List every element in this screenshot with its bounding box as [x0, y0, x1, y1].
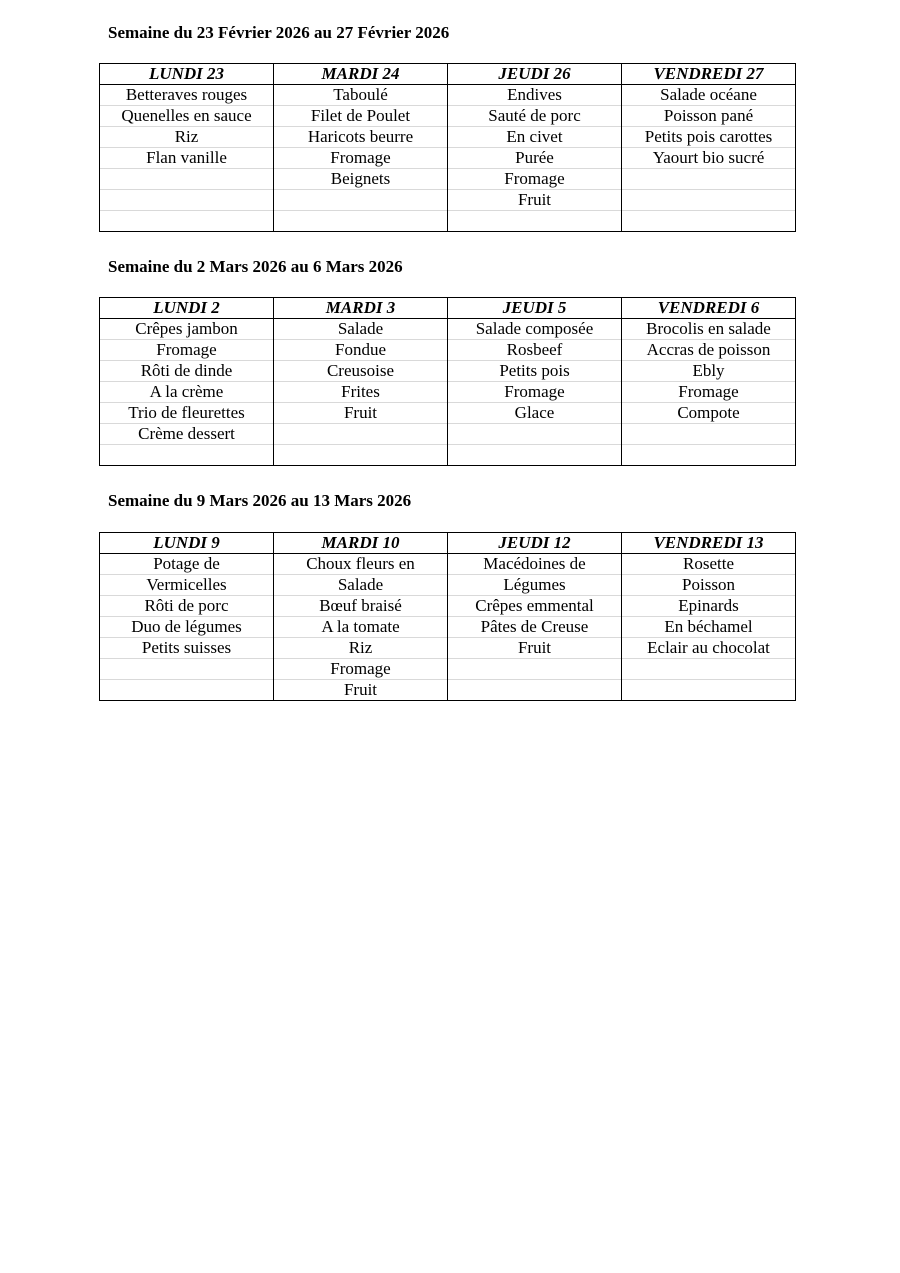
day-header: VENDREDI 27	[622, 64, 796, 85]
menu-cell: Vermicelles	[100, 575, 274, 596]
menu-cell: Frites	[274, 382, 448, 403]
menu-cell	[448, 424, 622, 445]
menu-cell: Salade	[274, 319, 448, 340]
menu-cell	[448, 445, 622, 466]
menu-cell: En civet	[448, 127, 622, 148]
header-row	[100, 64, 796, 85]
menu-cell: Fruit	[448, 638, 622, 659]
table-row	[100, 340, 796, 361]
day-header: LUNDI 2	[100, 298, 274, 319]
menu-cell	[100, 190, 274, 211]
menu-cell: Poisson	[622, 575, 796, 596]
table-row	[100, 403, 796, 424]
menu-cell: Duo de légumes	[100, 617, 274, 638]
menu-cell: Fondue	[274, 340, 448, 361]
table-row	[100, 554, 796, 575]
menu-cell	[100, 211, 274, 232]
menu-cell: Salade	[274, 575, 448, 596]
table-row	[100, 659, 796, 680]
menu-cell: Légumes	[448, 575, 622, 596]
menu-cell	[622, 659, 796, 680]
table-row	[100, 190, 796, 211]
menu-cell: Quenelles en sauce	[100, 106, 274, 127]
table-row	[100, 319, 796, 340]
week-3-title: Semaine du 9 Mars 2026 au 13 Mars 2026	[108, 491, 412, 510]
menu-cell: Endives	[448, 85, 622, 106]
menu-cell	[274, 445, 448, 466]
menu-cell: Rôti de dinde	[100, 361, 274, 382]
header-row	[100, 298, 796, 319]
menu-cell: Crème dessert	[100, 424, 274, 445]
day-header: VENDREDI 6	[622, 298, 796, 319]
menu-cell: Creusoise	[274, 361, 448, 382]
menu-cell: Fromage	[274, 659, 448, 680]
menu-cell: Filet de Poulet	[274, 106, 448, 127]
menu-cell: Riz	[274, 638, 448, 659]
day-header: LUNDI 23	[100, 64, 274, 85]
menu-cell	[274, 424, 448, 445]
menu-cell: Taboulé	[274, 85, 448, 106]
menu-cell: Fruit	[274, 680, 448, 701]
table-row	[100, 617, 796, 638]
menu-cell: Epinards	[622, 596, 796, 617]
week-1-title: Semaine du 23 Février 2026 au 27 Février 2026	[108, 23, 450, 42]
table-row	[100, 680, 796, 701]
menu-cell	[448, 211, 622, 232]
menu-cell: Bœuf braisé	[274, 596, 448, 617]
menu-cell: Fruit	[274, 403, 448, 424]
menu-cell	[448, 680, 622, 701]
menu-cell: A la crème	[100, 382, 274, 403]
menu-cell: Eclair au chocolat	[622, 638, 796, 659]
menu-cell: Potage de	[100, 554, 274, 575]
menu-cell	[622, 680, 796, 701]
menu-cell	[274, 211, 448, 232]
menu-cell	[448, 659, 622, 680]
menu-cell: Macédoines de	[448, 554, 622, 575]
menu-cell: Fromage	[100, 340, 274, 361]
table-row	[100, 148, 796, 169]
menu-cell: Fromage	[448, 382, 622, 403]
menu-cell: Fruit	[448, 190, 622, 211]
menu-cell: En béchamel	[622, 617, 796, 638]
menu-cell	[622, 424, 796, 445]
menu-cell: Riz	[100, 127, 274, 148]
menu-cell: Salade océane	[622, 85, 796, 106]
day-header: MARDI 3	[274, 298, 448, 319]
menu-cell: Salade composée	[448, 319, 622, 340]
menu-cell	[274, 190, 448, 211]
day-header: MARDI 24	[274, 64, 448, 85]
week-2-title: Semaine du 2 Mars 2026 au 6 Mars 2026	[108, 257, 403, 276]
menu-cell	[622, 169, 796, 190]
table-row	[100, 85, 796, 106]
menu-cell: Choux fleurs en	[274, 554, 448, 575]
menu-cell: Haricots beurre	[274, 127, 448, 148]
day-header: JEUDI 12	[448, 533, 622, 554]
menu-cell	[100, 445, 274, 466]
menu-cell: Rôti de porc	[100, 596, 274, 617]
menu-cell	[100, 169, 274, 190]
menu-cell: Rosbeef	[448, 340, 622, 361]
menu-cell: Compote	[622, 403, 796, 424]
menu-cell: Fromage	[274, 148, 448, 169]
menu-cell: Crêpes jambon	[100, 319, 274, 340]
table-row	[100, 106, 796, 127]
table-row	[100, 638, 796, 659]
table-row	[100, 127, 796, 148]
menu-cell: Yaourt bio sucré	[622, 148, 796, 169]
menu-cell: Pâtes de Creuse	[448, 617, 622, 638]
menu-cell: Poisson pané	[622, 106, 796, 127]
menu-cell: Petits suisses	[100, 638, 274, 659]
menu-cell: Beignets	[274, 169, 448, 190]
menu-cell: Ebly	[622, 361, 796, 382]
menu-cell: A la tomate	[274, 617, 448, 638]
table-row	[100, 382, 796, 403]
menu-cell	[622, 445, 796, 466]
menu-cell: Sauté de porc	[448, 106, 622, 127]
table-row	[100, 596, 796, 617]
day-header: VENDREDI 13	[622, 533, 796, 554]
day-header: LUNDI 9	[100, 533, 274, 554]
menu-cell	[100, 680, 274, 701]
table-row	[100, 575, 796, 596]
menu-cell: Fromage	[622, 382, 796, 403]
table-row	[100, 424, 796, 445]
menu-cell: Petits pois	[448, 361, 622, 382]
week-2-menu-table	[99, 297, 796, 466]
menu-cell: Brocolis en salade	[622, 319, 796, 340]
menu-cell: Fromage	[448, 169, 622, 190]
menu-cell: Trio de fleurettes	[100, 403, 274, 424]
menu-cell: Glace	[448, 403, 622, 424]
table-row	[100, 445, 796, 466]
table-row	[100, 169, 796, 190]
menu-cell: Betteraves rouges	[100, 85, 274, 106]
menu-cell: Flan vanille	[100, 148, 274, 169]
table-row	[100, 211, 796, 232]
week-1-menu-table	[99, 63, 796, 232]
day-header: MARDI 10	[274, 533, 448, 554]
menu-cell: Purée	[448, 148, 622, 169]
week-3-menu-table	[99, 532, 796, 701]
day-header: JEUDI 5	[448, 298, 622, 319]
table-row	[100, 361, 796, 382]
menu-cell	[622, 211, 796, 232]
menu-cell: Rosette	[622, 554, 796, 575]
menu-cell: Accras de poisson	[622, 340, 796, 361]
header-row	[100, 533, 796, 554]
menu-cell	[100, 659, 274, 680]
menu-cell: Petits pois carottes	[622, 127, 796, 148]
menu-cell	[622, 190, 796, 211]
menu-cell: Crêpes emmental	[448, 596, 622, 617]
day-header: JEUDI 26	[448, 64, 622, 85]
